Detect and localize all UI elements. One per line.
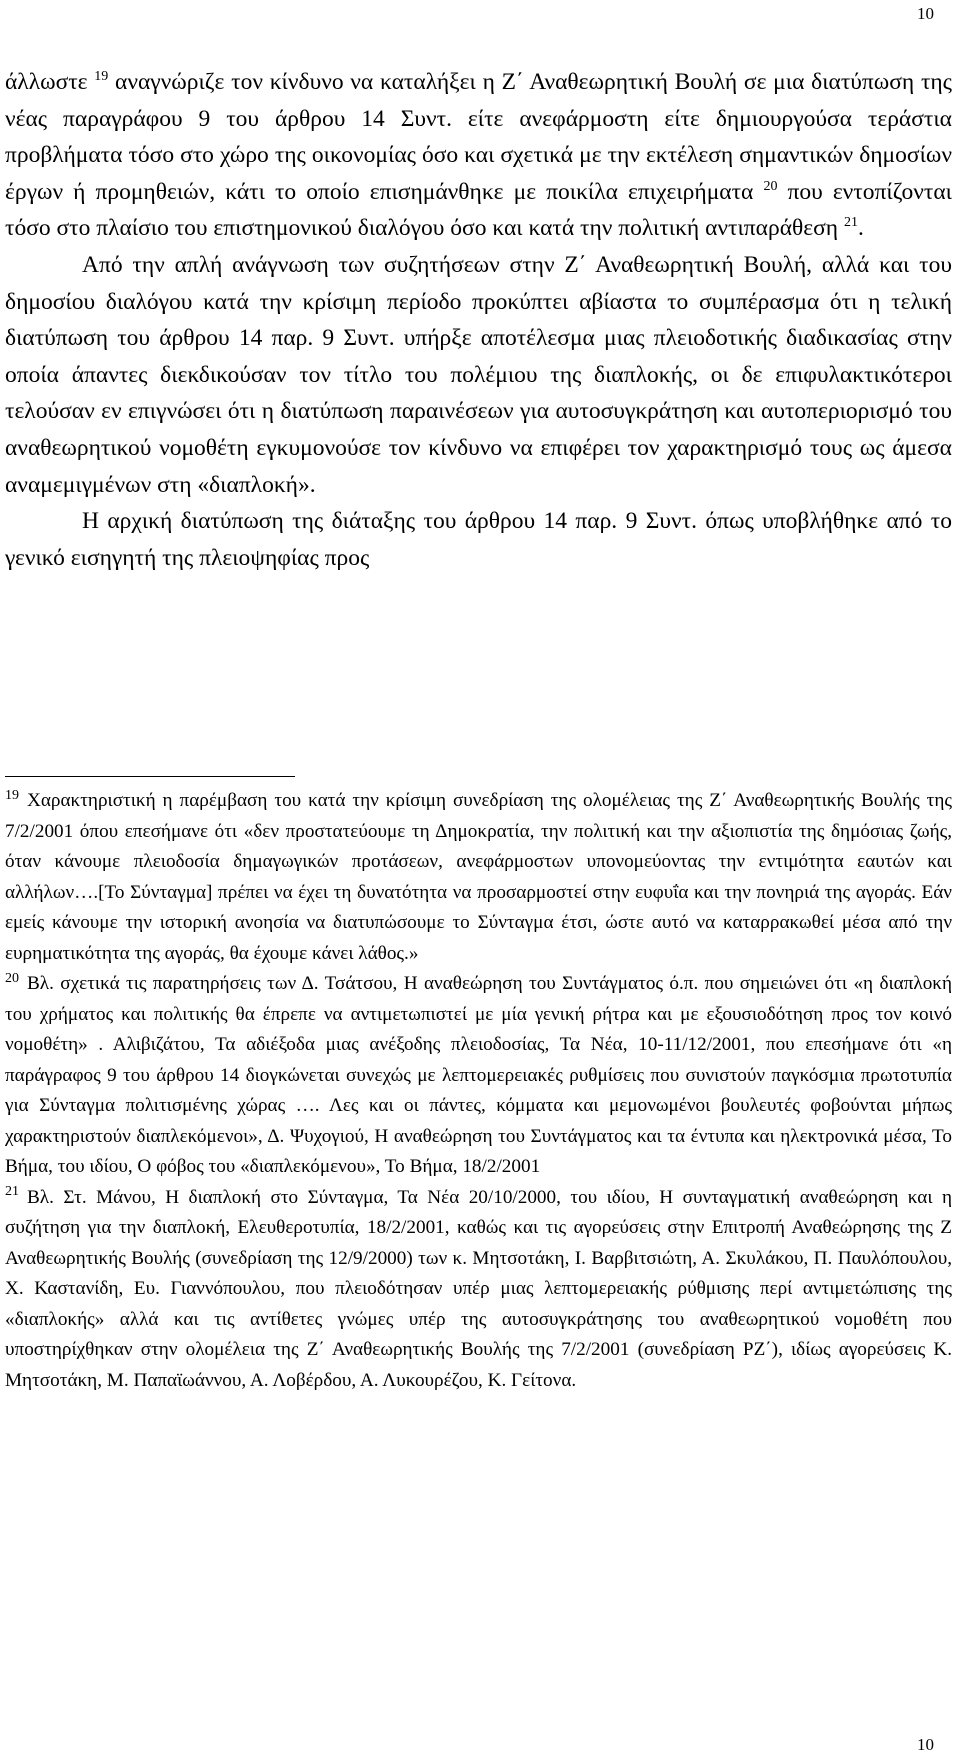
footnote-text: Χαρακτηριστική η παρέμβαση του κατά την κρίσιμη συνεδρίαση της ολομέλειας της Ζ΄ Αναθεωρητικής Βουλής της 7/2/2001 όπου επεσήμανε ότι «δεν προστατεύουμε τη Δημοκρατία, την πολιτική και την αξιοπιστία της δημόσιας ζωής, όταν κάνουμε πλειοδοσία δημαγωγικών προτάσεων, ανεφάρμοστων υπονομεύοντας την εντιμότητα εαυτών και αλλήλων….[Το Σύνταγμα] πρέπει να έχει τη δυνατότητα να προσαρμοστεί στην ευφυΐα και την πονηριά της αγοράς. Εάν εμείς κάνουμε την ιστορική ανοησία να διατυπώσουμε το Σύνταγμα έτσι, ώστε αυτό να καταρρακωθεί μέσα από την ευρηματικότητα της αγοράς, θα έχουμε κάνει λάθος.»: [5, 790, 952, 964]
main-text: [5, 64, 952, 576]
footnote-number: 21: [5, 1184, 19, 1200]
paragraph-1: [5, 64, 952, 247]
text-run: .: [857, 215, 864, 242]
footnote-number: 20: [5, 970, 19, 986]
footnote-text: Βλ. σχετικά τις παρατηρήσεις των Δ. Τσάτσου, Η αναθεώρηση του Συντάγματος ό.π. που σημειώνει ότι «η διαπλοκή του χρήματος και πολιτικής θα έπρεπε να αντιμετωπιστεί με μία γενική ρήτρα και με εξουσιοδότηση προς τον κοινό νομοθέτη» . Αλιβιζάτου, Τα αδιέξοδα μιας ανέξοδης πλειοδοσίας, Τα Νέα, 10-11/12/2001, που επεσήμανε ότι «η παράγραφος 9 του άρθρου 14 διογκώνεται συνεχώς με λεπτομερειακές ρυθμίσεις που συνιστούν παγκόσμια πρωτοτυπία για Σύνταγμα πολιτισμένης χώρας …. Λες και οι πάντες, κόμματα και μεμονωμένοι βουλευτές φοβούνται μήπως χαρακτηριστούν διαπλεκόμενοι», Δ. Ψυχογιού, Η αναθεώρηση του Συντάγματος και τα έντυπα και ηλεκτρονικά μέσα, Το Βήμα, του ιδίου, Ο φόβος του «διαπλεκόμενου», Το Βήμα, 18/2/2001: [5, 973, 952, 1177]
footnote-ref-20[interactable]: 20: [763, 178, 778, 194]
footnote-ref-21[interactable]: 21: [843, 215, 858, 231]
footnotes: [5, 786, 952, 1396]
footnote-ref-19[interactable]: 19: [94, 69, 109, 85]
text-run: που εντοπίζονται τόσο στο πλαίσιο του επιστημονικού διαλόγου όσο και κατά την πολιτική αντιπαράθεση: [5, 178, 953, 242]
text-run: άλλωστε: [5, 69, 95, 95]
paragraph-3: Η αρχική διατύπωση της διάταξης του άρθρου 14 παρ. 9 Συντ. όπως υποβλήθηκε από το γενικό εισηγητή της πλειοψηφίας προς: [5, 508, 952, 571]
page-number-top: 10: [917, 4, 934, 23]
text-run: αναγνώριζε τον κίνδυνο να καταλήξει η Ζ΄ Αναθεωρητική Βουλή σε μια διατύπωση της νέας παραγράφου 9 του άρθρου 14 Συντ. είτε ανεφάρμοστη είτε δημιουργούσα τεράστια προβλήματα τόσο στο χώρο της οικονομίας όσο και σχετικά με την εκτέλεση σημαντικών δημοσίων έργων ή προμηθειών, κάτι το οποίο επισημάνθηκε με ποικίλα επιχειρήματα: [5, 69, 952, 205]
page-number-bottom: 10: [917, 1735, 934, 1754]
footnote-number: 19: [5, 787, 19, 803]
footnote-separator: [5, 776, 295, 777]
paragraph-2: Από την απλή ανάγνωση των συζητήσεων στην Ζ΄ Αναθεωρητική Βουλή, αλλά και του δημοσίου διαλόγου κατά την κρίσιμη περίοδο προκύπτει αβίαστα το συμπέρασμα ότι η τελική διατύπωση του άρθρου 14 παρ. 9 Συντ. υπήρξε αποτέλεσμα μιας πλειοδοτικής διαδικασίας στην οποία άπαντες διεκδικούσαν τον τίτλο του πολέμιου της διαπλοκής, οι δε επιφυλακτικότεροι τελούσαν εν επιγνώσει ότι η διατύπωση παραινέσεων για αυτοσυγκράτηση και αυτοπεριορισμό του αναθεωρητικού νομοθέτη εγκυμονούσε τον κίνδυνο να επιφέρει τον χαρακτηρισμό τους ως άμεσα αναμεμιγμένων στη «διαπλοκή».: [5, 251, 952, 498]
footnote-text: Βλ. Στ. Μάνου, Η διαπλοκή στο Σύνταγμα, Τα Νέα 20/10/2000, του ιδίου, Η συνταγματική αναθεώρηση και η συζήτηση για την διαπλοκή, Ελευθεροτυπία, 18/2/2001, καθώς και τις αγορεύσεις στην Επιτροπή Αναθεώρησης της Ζ Αναθεωρητικής Βουλής (συνεδρίαση της 12/9/2000) των κ. Μητσοτάκη, Ι. Βαρβιτσιώτη, Α. Σκυλάκου, Π. Παυλόπουλου, Χ. Καστανίδη, Ευ. Γιαννόπουλου, που πλειοδότησαν υπέρ μιας λεπτομερειακής ρύθμισης περί αντιμετώπισης της «διαπλοκής» αλλά και τις αντίθετες γνώμες υπέρ της αυτοσυγκράτησης του αναθεωρητικού νομοθέτη που υποστηρίχθηκαν στην ολομέλεια της Ζ΄ Αναθεωρητικής Βουλής της 7/2/2001 (συνεδρίαση ΡΖ΄), ιδίως αγορεύσεις Κ. Μητσοτάκη, Μ. Παπαϊωάννου, Α. Λοβέρδου, Α. Λυκουρέζου, Κ. Γείτονα.: [5, 1186, 952, 1391]
footnote-19: [5, 786, 952, 969]
footnote-21: [5, 1183, 952, 1397]
footnote-20: [5, 969, 952, 1183]
